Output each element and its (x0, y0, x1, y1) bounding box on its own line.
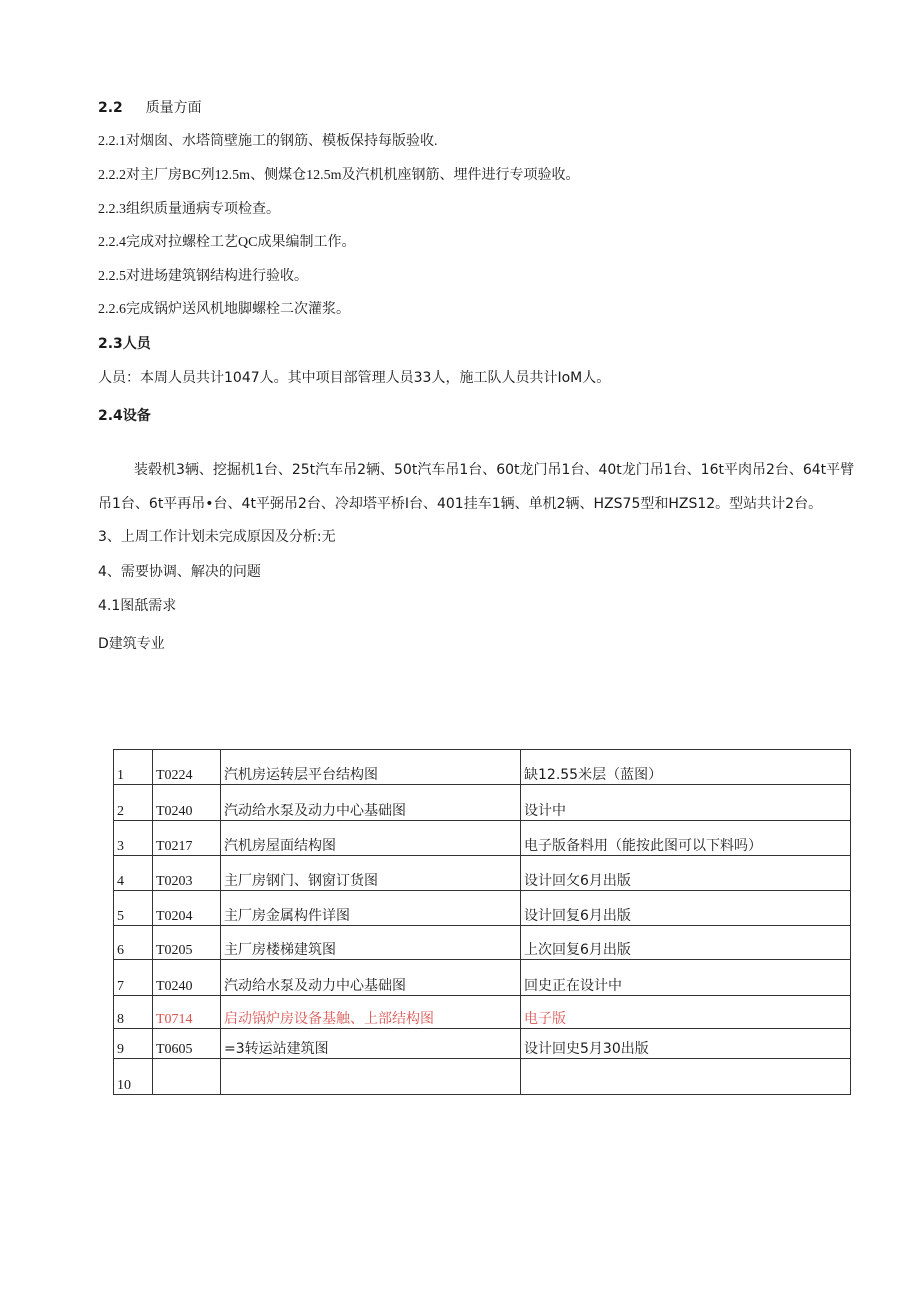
table-row (114, 1059, 851, 1095)
drawing-name: 启动锅炉房设备基触、上部结构图 (221, 996, 521, 1029)
drawing-status: 设计中 (521, 785, 851, 821)
quality-item: 2.2.6完成锅炉送风机地脚螺栓二次灌浆。 (98, 302, 350, 317)
drawing-status: 设计回史5月30出版 (521, 1029, 851, 1059)
drawing-name: 汽动给水泵及动力中心基础图 (221, 960, 521, 996)
section-3-heading: 3、上周工作计划未完成原因及分析:无 (98, 529, 336, 545)
table-row (114, 785, 851, 821)
drawing-name: 主厂房楼梯建筑图 (221, 926, 521, 960)
drawing-code: T0240 (153, 785, 221, 821)
table-row (114, 750, 851, 785)
quality-item: 2.2.3组织质量通病专项检查。 (98, 202, 280, 217)
row-number: 7 (114, 960, 153, 996)
drawing-code (153, 1059, 221, 1095)
quality-item: 2.2.5对进场建筑钢结构进行验收。 (98, 269, 308, 284)
drawing-name (221, 1059, 521, 1095)
drawing-code: T0203 (153, 856, 221, 891)
row-number: 8 (114, 996, 153, 1029)
section-4-1-heading: 4.1图舐需求 (98, 598, 177, 614)
quality-item: 2.2.4完成对拉螺栓工艺QC成果编制工作。 (98, 235, 356, 250)
section-2-2-heading (98, 99, 202, 117)
row-number: 9 (114, 1029, 153, 1059)
drawing-code: T0714 (153, 996, 221, 1029)
drawing-status: 电子版备料用（能按此图可以下料吗） (521, 821, 851, 856)
drawing-status: 电子版 (521, 996, 851, 1029)
row-number: 1 (114, 750, 153, 785)
drawing-code: T0605 (153, 1029, 221, 1059)
quality-item: 2.2.2对主厂房BC列12.5m、侧煤仓12.5m及汽机机座钢筋、埋件进行专项验收。 (98, 168, 580, 183)
equipment-paragraph: 装毂机3辆、挖掘机1台、25t汽车吊2辆、50t汽车吊1台、60t龙门吊1台、40t龙门吊1台、16t平肉吊2台、64t平臂吊1台、6t平再吊•台、4t平弼吊2台、冷却塔平桥I台、401挂车1辆、单机2辆、HZS75型和HZS12。型站共计2台。 (98, 462, 855, 512)
section-4-heading: 4、需要协调、解决的问题 (98, 564, 261, 580)
table-row (114, 856, 851, 891)
row-number: 6 (114, 926, 153, 960)
section-2-3-heading: 2.3人员 (98, 336, 151, 352)
drawing-name: 汽机房屋面结构图 (221, 821, 521, 856)
drawing-code: T0205 (153, 926, 221, 960)
drawing-status: 上次回复6月出版 (521, 926, 851, 960)
row-number: 2 (114, 785, 153, 821)
section-title: 质量方面 (145, 100, 202, 116)
drawing-code: T0204 (153, 891, 221, 926)
drawing-code: T0240 (153, 960, 221, 996)
table-row (114, 1029, 851, 1059)
drawing-status: 设计回攵6月出版 (521, 856, 851, 891)
drawing-name: 主厂房钢门、钢窗订货图 (221, 856, 521, 891)
row-number: 5 (114, 891, 153, 926)
drawing-name: 汽机房运转层平台结构图 (221, 750, 521, 785)
row-number: 3 (114, 821, 153, 856)
personnel-text: 人员：本周人员共计1047人。其中项目部管理人员33人，施工队人员共计IoM人。 (98, 370, 611, 386)
drawing-status (521, 1059, 851, 1095)
table-row (114, 821, 851, 856)
drawing-code: T0217 (153, 821, 221, 856)
table-row (114, 926, 851, 960)
table-row (114, 960, 851, 996)
section-number: 2.2 (98, 100, 123, 116)
drawing-name: 主厂房金属构件详图 (221, 891, 521, 926)
row-number: 4 (114, 856, 153, 891)
quality-item: 2.2.1对烟囱、水塔筒壁施工的钢筋、模板保持每版验收. (98, 134, 438, 149)
subsection-architecture: D建筑专业 (98, 636, 165, 652)
drawings-table (113, 749, 851, 1095)
table-row (114, 996, 851, 1029)
drawing-status: 回史正在设计中 (521, 960, 851, 996)
drawing-status: 缺12.55米层（蓝图） (521, 750, 851, 785)
table-row (114, 891, 851, 926)
drawing-code: T0224 (153, 750, 221, 785)
drawing-status: 设计回复6月出版 (521, 891, 851, 926)
section-2-4-heading: 2.4设备 (98, 408, 151, 424)
row-number: 10 (114, 1059, 153, 1095)
drawing-name: 汽动给水泵及动力中心基础图 (221, 785, 521, 821)
drawing-name: =3转运站建筑图 (221, 1029, 521, 1059)
